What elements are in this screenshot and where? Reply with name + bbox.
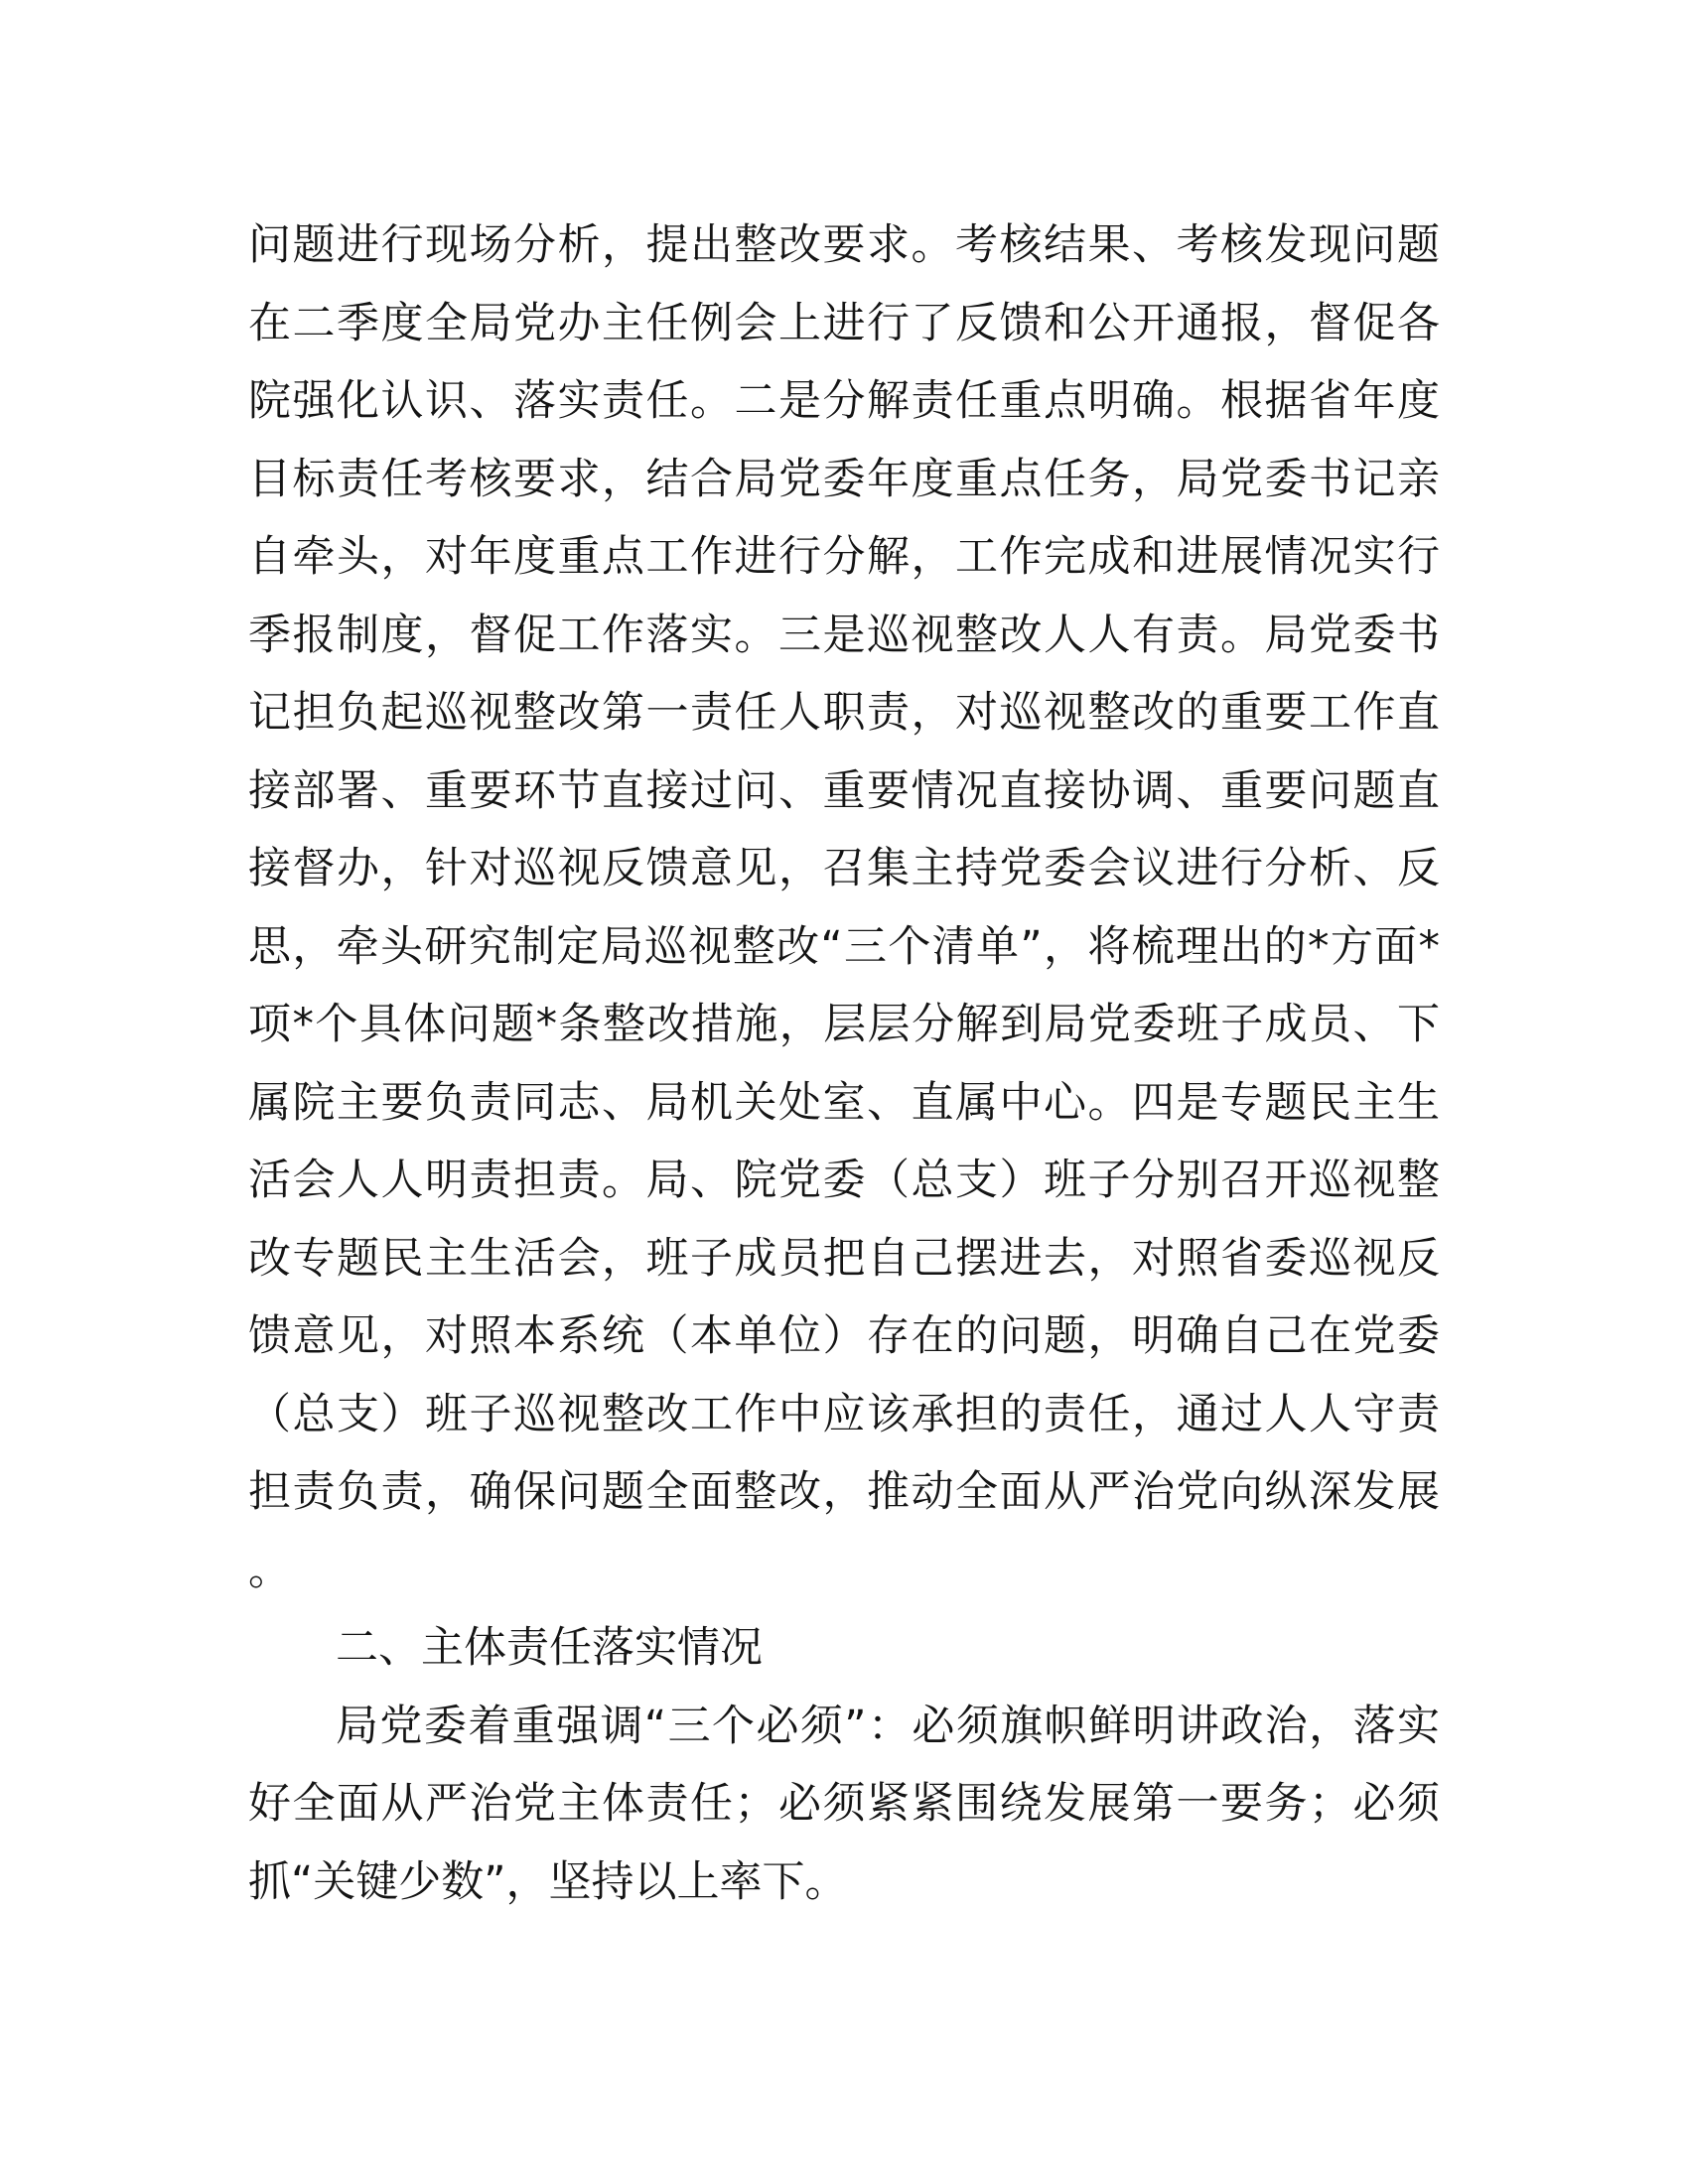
document-body — [248, 206, 1440, 1921]
paragraph-responsibility-implementation: 问题进行现场分析，提出整改要求。考核结果、考核发现问题在二季度全局党办主任例会上进行了反馈和公开通报，督促各院强化认识、落实责任。二是分解责任重点明确。根据省年度目标责任考核要求，结合局党委年度重点任务，局党委书记亲自牵头，对年度重点工作进行分解，工作完成和进展情况实行季报制度，督促工作落实。三是巡视整改人人有责。局党委书记担负起巡视整改第一责任人职责，对巡视整改的重要工作直接部署、重要环节直接过问、重要情况直接协调、重要问题直接督办，针对巡视反馈意见，召集主持党委会议进行分析、反思，牵头研究制定局巡视整改“三个清单”，将梳理出的*方面*项*个具体问题*条整改措施，层层分解到局党委班子成员、下属院主要负责同志、局机关处室、直属中心。四是专题民主生活会人人明责担责。局、院党委（总支）班子分别召开巡视整改专题民主生活会，班子成员把自己摆进去，对照省委巡视反馈意见，对照本系统（本单位）存在的问题，明确自己在党委（总支）班子巡视整改工作中应该承担的责任，通过人人守责担责负责，确保问题全面整改，推动全面从严治党向纵深发展。 — [248, 220, 1440, 1595]
section-heading-main-responsibility: 二、主体责任落实情况 — [336, 1623, 763, 1673]
paragraph-three-musts: 局党委着重强调“三个必须”：必须旗帜鲜明讲政治，落实好全面从严治党主体责任；必须紧紧围绕发展第一要务；必须抓“关键少数”，坚持以上率下。 — [248, 1701, 1440, 1907]
